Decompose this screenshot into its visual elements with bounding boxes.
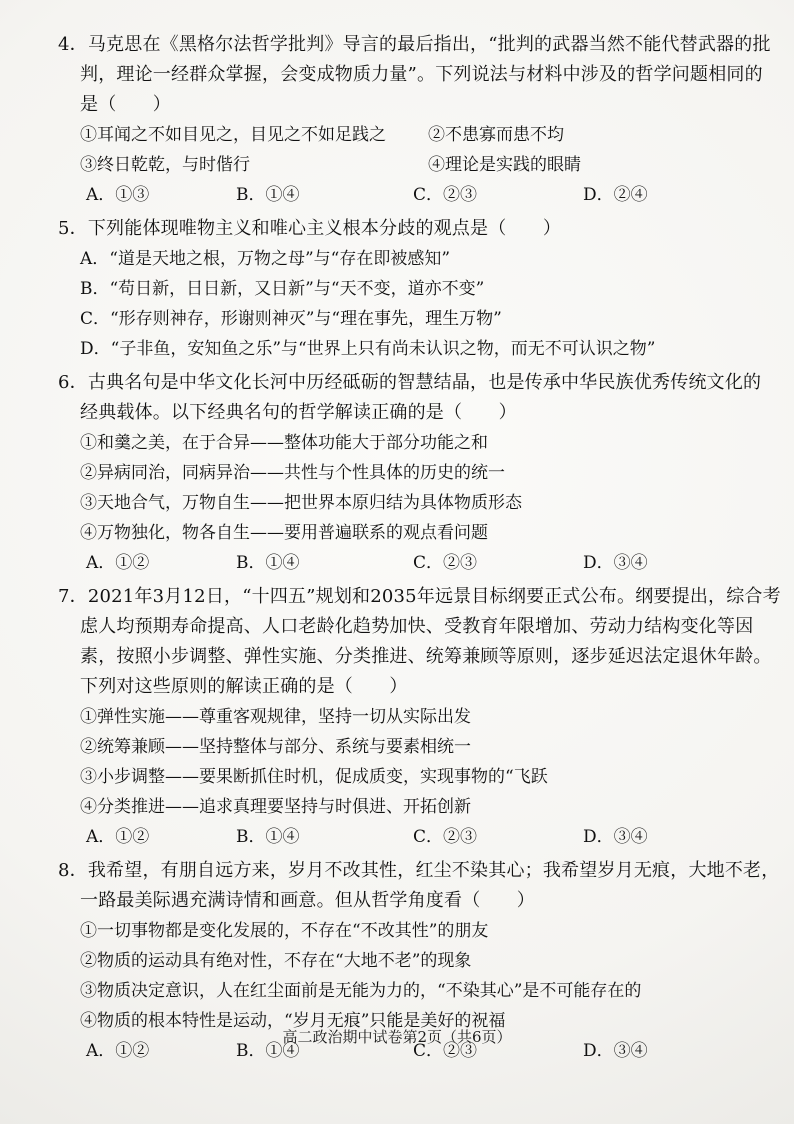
question-4-choices bbox=[58, 180, 748, 210]
question-6-item-1: ①和羹之美，在于合异——整体功能大于部分功能之和 bbox=[80, 433, 488, 453]
page-footer: 高二政治期中试卷第2页（共6页） bbox=[282, 1028, 512, 1046]
question-8-item-1: ①一切事物都是变化发展的，不存在“不改其性”的朋友 bbox=[80, 921, 489, 941]
question-8-choice-c: C．②③ bbox=[413, 1041, 478, 1061]
question-4 bbox=[58, 30, 771, 210]
question-7-choice-c: C．②③ bbox=[413, 827, 478, 847]
question-4-choice-b: B．①④ bbox=[236, 185, 300, 205]
question-7-stem-line-3: 素，按照小步调整、弹性实施、分类推进、统筹兼顾等原则，逐步延迟法定退休年龄。 bbox=[80, 646, 772, 667]
question-6-choice-a: A．①② bbox=[86, 553, 150, 573]
question-7-choices bbox=[58, 822, 748, 852]
question-6-stem-line-1: 6．古典名句是中华文化长河中历经砥砺的智慧结晶，也是传承中华民族优秀传统文化的 bbox=[58, 372, 762, 393]
question-4-item-1: ①耳闻之不如目见之，目见之不如足践之 bbox=[80, 125, 386, 145]
question-6 bbox=[58, 368, 762, 578]
question-4-stem-line-1: 4．马克思在《黑格尔法哲学批判》导言的最后指出，“批判的武器当然不能代替武器的批 bbox=[58, 34, 771, 55]
question-8-choice-b: B．①④ bbox=[236, 1041, 300, 1061]
question-4-choice-a: A．①③ bbox=[86, 185, 150, 205]
question-4-items-row-1 bbox=[58, 120, 748, 150]
question-5-option-d: D．“子非鱼，安知鱼之乐”与“世界上只有尚未认识之物，而无不可认识之物” bbox=[80, 339, 656, 359]
question-5-option-b: B．“苟日新，日日新，又日新”与“天不变，道亦不变” bbox=[80, 279, 485, 299]
question-4-choice-d: D．②④ bbox=[583, 185, 648, 205]
question-6-item-4: ④万物独化，物各自生——要用普遍联系的观点看问题 bbox=[80, 523, 488, 543]
question-7-stem-line-4: 下列对这些原则的解读正确的是（ ） bbox=[80, 676, 408, 697]
question-6-item-3: ③天地合气，万物自生——把世界本原归结为具体物质形态 bbox=[80, 493, 522, 513]
question-6-stem-line-2: 经典载体。以下经典名句的哲学解读正确的是（ ） bbox=[80, 402, 517, 423]
question-6-choices bbox=[58, 548, 748, 578]
question-4-item-2: ②不患寡而患不均 bbox=[428, 125, 564, 145]
question-7-item-3: ③小步调整——要果断抓住时机，促成质变，实现事物的“飞跃 bbox=[80, 767, 548, 787]
question-8-stem-line-1: 8．我希望，有朋自远方来，岁月不改其性，红尘不染其心；我希望岁月无痕，大地不老， bbox=[58, 860, 780, 881]
question-4-item-4: ④理论是实践的眼睛 bbox=[428, 155, 581, 175]
question-7-choice-a: A．①② bbox=[86, 827, 150, 847]
question-4-item-3: ③终日乾乾，与时偕行 bbox=[80, 155, 250, 175]
question-7-item-1: ①弹性实施——尊重客观规律，坚持一切从实际出发 bbox=[80, 707, 471, 727]
question-4-choice-c: C．②③ bbox=[413, 185, 478, 205]
question-4-items-row-2 bbox=[58, 150, 748, 180]
question-4-stem-line-2: 判，理论一经群众掌握，会变成物质力量”。下列说法与材料中涉及的哲学问题相同的 bbox=[80, 64, 763, 85]
question-5-option-a: A．“道是天地之根，万物之母”与“存在即被感知” bbox=[80, 249, 451, 269]
question-8-item-2: ②物质的运动具有绝对性，不存在“大地不老”的现象 bbox=[80, 951, 472, 971]
question-6-choice-c: C．②③ bbox=[413, 553, 478, 573]
question-8-choice-a: A．①② bbox=[86, 1041, 150, 1061]
exam-content bbox=[58, 30, 781, 1070]
question-6-choice-d: D．③④ bbox=[583, 553, 648, 573]
question-5 bbox=[58, 214, 748, 364]
question-7-choice-b: B．①④ bbox=[236, 827, 300, 847]
question-4-stem-line-3: 是（ ） bbox=[80, 94, 171, 115]
question-8-item-3: ③物质决定意识，人在红尘面前是无能为力的，“不染其心”是不可能存在的 bbox=[80, 981, 642, 1001]
question-8-choice-d: D．③④ bbox=[583, 1041, 648, 1061]
question-5-option-c: C．“形存则神存，形谢则神灭”与“理在事先，理生万物” bbox=[80, 309, 502, 329]
question-8-item-4: ④物质的根本特性是运动，“岁月无痕”只能是美好的祝福 bbox=[80, 1011, 506, 1031]
question-7-choice-d: D．③④ bbox=[583, 827, 648, 847]
question-6-choice-b: B．①④ bbox=[236, 553, 300, 573]
question-5-stem: 5．下列能体现唯物主义和唯心主义根本分歧的观点是（ ） bbox=[58, 218, 562, 239]
question-8-stem-line-2: 一路最美际遇充满诗情和画意。但从哲学角度看（ ） bbox=[80, 890, 535, 911]
question-7-item-2: ②统筹兼顾——坚持整体与部分、系统与要素相统一 bbox=[80, 737, 471, 757]
question-7-item-4: ④分类推进——追求真理要坚持与时俱进、开拓创新 bbox=[80, 797, 471, 817]
question-7-stem-line-1: 7．2021年3月12日，“十四五”规划和2035年远景目标纲要正式公布。纲要提出，综合考 bbox=[58, 586, 781, 607]
question-7-stem-line-2: 虑人均预期寿命提高、人口老龄化趋势加快、受教育年限增加、劳动力结构变化等因 bbox=[80, 616, 754, 637]
question-7 bbox=[58, 582, 781, 852]
question-6-item-2: ②异病同治，同病异治——共性与个性具体的历史的统一 bbox=[80, 463, 505, 483]
